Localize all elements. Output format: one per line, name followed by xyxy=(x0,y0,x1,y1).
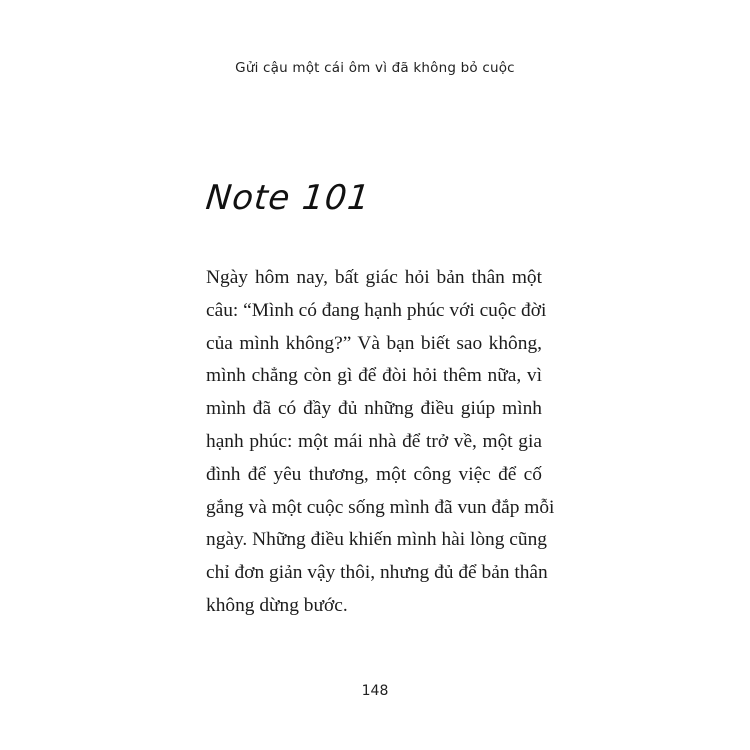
body-line: hạnh phúc: một mái nhà để trở về, một gia xyxy=(206,430,542,452)
body-line: của mình không?” Và bạn biết sao không, xyxy=(206,332,542,354)
body-line: câu: “Mình có đang hạnh phúc với cuộc đời xyxy=(206,299,547,321)
body-line: gắng và một cuộc sống mình đã vun đắp mỗi xyxy=(206,496,555,518)
note-body xyxy=(206,262,555,623)
body-line: đình để yêu thương, một công việc để cố xyxy=(206,463,542,485)
body-line: không dừng bước. xyxy=(206,594,348,616)
body-line: mình chẳng còn gì để đòi hỏi thêm nữa, vì xyxy=(206,365,542,387)
body-line: chỉ đơn giản vậy thôi, nhưng đủ để bản thân xyxy=(206,562,548,584)
body-line: ngày. Những điều khiến mình hài lòng cũng xyxy=(206,529,547,551)
page-number: 148 xyxy=(361,683,389,699)
body-line: mình đã có đầy đủ những điều giúp mình xyxy=(206,398,542,420)
body-line: Ngày hôm nay, bất giác hỏi bản thân một xyxy=(206,267,542,288)
running-header: Gửi cậu một cái ôm vì đã không bỏ cuộc xyxy=(235,60,515,76)
note-title: Note 101 xyxy=(203,178,373,218)
